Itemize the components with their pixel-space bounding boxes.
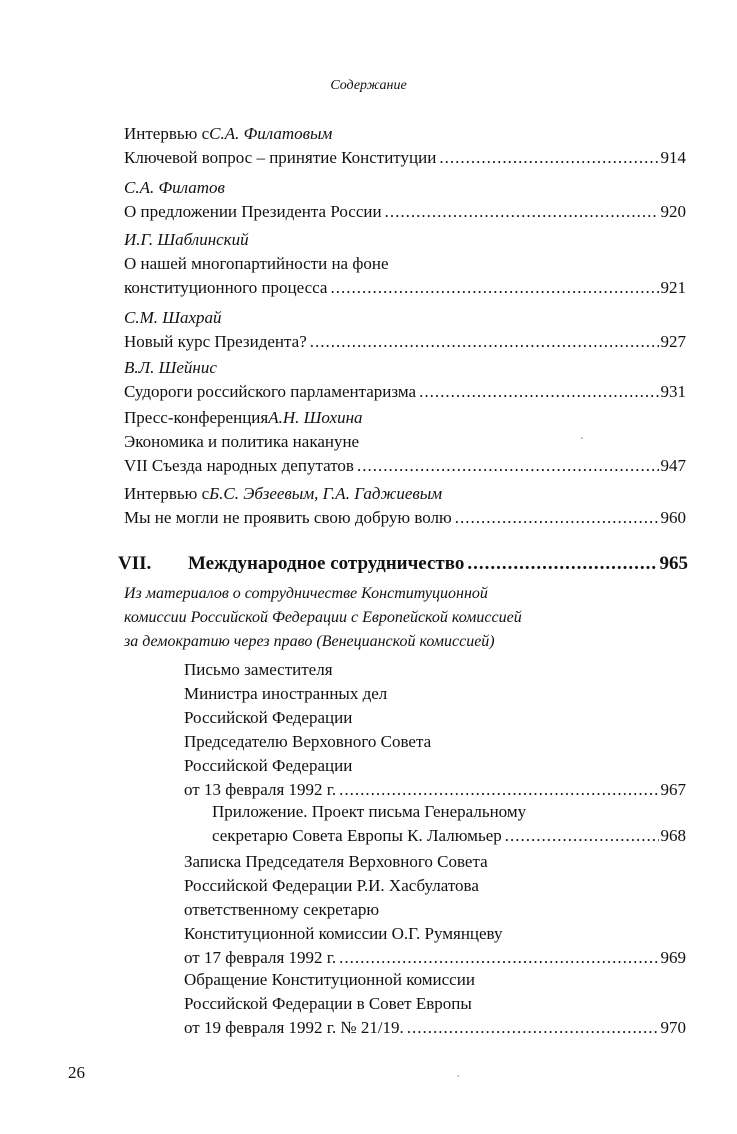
section-subtitle-line: Из материалов о сотрудничестве Конституционной	[124, 585, 488, 602]
print-speck	[457, 1075, 459, 1077]
toc-leader-dots	[330, 276, 658, 300]
toc-author: С.А. Филатов	[124, 178, 225, 197]
toc-leader-dots	[310, 330, 659, 354]
toc-leader-dots	[467, 551, 657, 577]
toc-title-line[interactable]	[184, 1016, 686, 1040]
toc-title: от 19 февраля 1992 г. № 21/19.	[184, 1018, 404, 1037]
toc-author-line	[124, 482, 686, 506]
toc-title: Мы не могли не проявить свою добрую волю	[124, 508, 452, 527]
toc-title-line[interactable]	[124, 454, 686, 478]
toc-page-number: 927	[660, 332, 686, 351]
toc-entry	[184, 850, 686, 970]
toc-title-line: Приложение. Проект письма Генеральному	[212, 802, 527, 821]
toc-title: Судороги российского парламентаризма	[124, 382, 417, 401]
toc-title-line: Письмо заместителя	[184, 660, 333, 679]
toc-title-line: Экономика и политика накануне	[124, 432, 360, 451]
toc-leader-dots	[339, 778, 658, 802]
toc-leader-dots	[357, 454, 659, 478]
toc-title-line: О нашей многопартийности на фоне	[124, 254, 389, 273]
section-number: VII.	[118, 553, 152, 574]
toc-title: О предложении Президента России	[124, 202, 382, 221]
toc-entry	[124, 482, 686, 530]
toc-author-prefix: Интервью с	[124, 484, 210, 503]
toc-title-line: Российской Федерации	[184, 756, 353, 775]
toc-author: В.Л. Шейнис	[124, 358, 217, 377]
toc-title-line: Российской Федерации в Совет Европы	[184, 994, 472, 1013]
toc-title-line[interactable]	[184, 946, 686, 970]
toc-leader-dots	[505, 824, 659, 848]
toc-page-number: 967	[660, 780, 686, 799]
toc-page-number: 968	[660, 826, 686, 845]
running-head: Содержание	[330, 78, 407, 93]
toc-title-line[interactable]	[184, 778, 686, 802]
toc-author-line	[124, 122, 686, 146]
toc-title-line: Конституционной комиссии О.Г. Румянцеву	[184, 924, 503, 943]
toc-title-line[interactable]	[124, 276, 686, 300]
toc-page-number: 969	[660, 948, 686, 967]
toc-entry	[124, 176, 686, 224]
toc-title-line: Российской Федерации Р.И. Хасбулатова	[184, 876, 479, 895]
toc-author-line	[124, 406, 686, 430]
toc-author: А.Н. Шохина	[268, 408, 363, 427]
toc-entry	[212, 800, 686, 848]
toc-page-number: 947	[660, 456, 686, 475]
toc-title-line[interactable]	[124, 380, 686, 404]
toc-title-line[interactable]	[124, 330, 686, 354]
section-title: Международное сотрудничество	[188, 553, 465, 574]
toc-entry	[124, 228, 686, 300]
toc-page-number: 920	[660, 202, 686, 221]
toc-author: С.А. Филатовым	[209, 124, 333, 143]
toc-title: Новый курс Президента?	[124, 332, 307, 351]
toc-title-line[interactable]	[124, 146, 686, 170]
toc-author: И.Г. Шаблинский	[124, 230, 249, 249]
toc-entry	[124, 306, 686, 354]
toc-title-line[interactable]	[124, 200, 686, 224]
toc-title: от 17 февраля 1992 г.	[184, 948, 337, 967]
toc-author: С.М. Шахрай	[124, 308, 222, 327]
toc-title: Ключевой вопрос – принятие Конституции	[124, 148, 437, 167]
toc-author: Б.С. Эбзеевым, Г.А. Гаджиевым	[209, 484, 443, 503]
section-title-line	[188, 551, 688, 577]
section-subtitle-line: комиссии Российской Федерации с Европейской комиссией	[124, 609, 522, 626]
toc-entry	[124, 356, 686, 404]
toc-leader-dots	[339, 946, 658, 970]
toc-title-line: Российской Федерации	[184, 708, 353, 727]
toc-title: конституционного процесса	[124, 278, 328, 297]
toc-title-line[interactable]	[124, 506, 686, 530]
toc-leader-dots	[407, 1016, 659, 1040]
toc-entry	[124, 406, 686, 478]
toc-author-prefix: Интервью с	[124, 124, 210, 143]
toc-page-number: 960	[660, 508, 686, 527]
toc-title: секретарю Совета Европы К. Лалюмьер	[212, 826, 502, 845]
toc-leader-dots	[455, 506, 659, 530]
section-subtitle	[124, 582, 684, 654]
section-subtitle-line: за демократию через право (Венецианской комиссией)	[124, 633, 495, 650]
toc-title-line: Записка Председателя Верховного Совета	[184, 852, 488, 871]
toc-title: VII Съезда народных депутатов	[124, 456, 354, 475]
section-page-number: 965	[659, 553, 688, 574]
toc-title: от 13 февраля 1992 г.	[184, 780, 337, 799]
toc-page-number: 921	[660, 278, 686, 297]
toc-title-line: Председателю Верховного Совета	[184, 732, 432, 751]
toc-leader-dots	[419, 380, 658, 404]
toc-entry	[184, 968, 686, 1040]
toc-page-number: 970	[660, 1018, 686, 1037]
toc-entry	[184, 658, 686, 802]
toc-leader-dots	[385, 200, 659, 224]
print-speck	[581, 437, 583, 439]
toc-title-line: Обращение Конституционной комиссии	[184, 970, 475, 989]
toc-title-line: ответственному секретарю	[184, 900, 380, 919]
toc-page-number: 914	[660, 148, 686, 167]
toc-page-number: 931	[660, 382, 686, 401]
toc-author-prefix: Пресс-конференция	[124, 408, 269, 427]
toc-title-line: Министра иностранных дел	[184, 684, 388, 703]
toc-title-line[interactable]	[212, 824, 686, 848]
toc-entry	[124, 122, 686, 170]
page-number: 26	[68, 1063, 85, 1082]
toc-leader-dots	[439, 146, 658, 170]
